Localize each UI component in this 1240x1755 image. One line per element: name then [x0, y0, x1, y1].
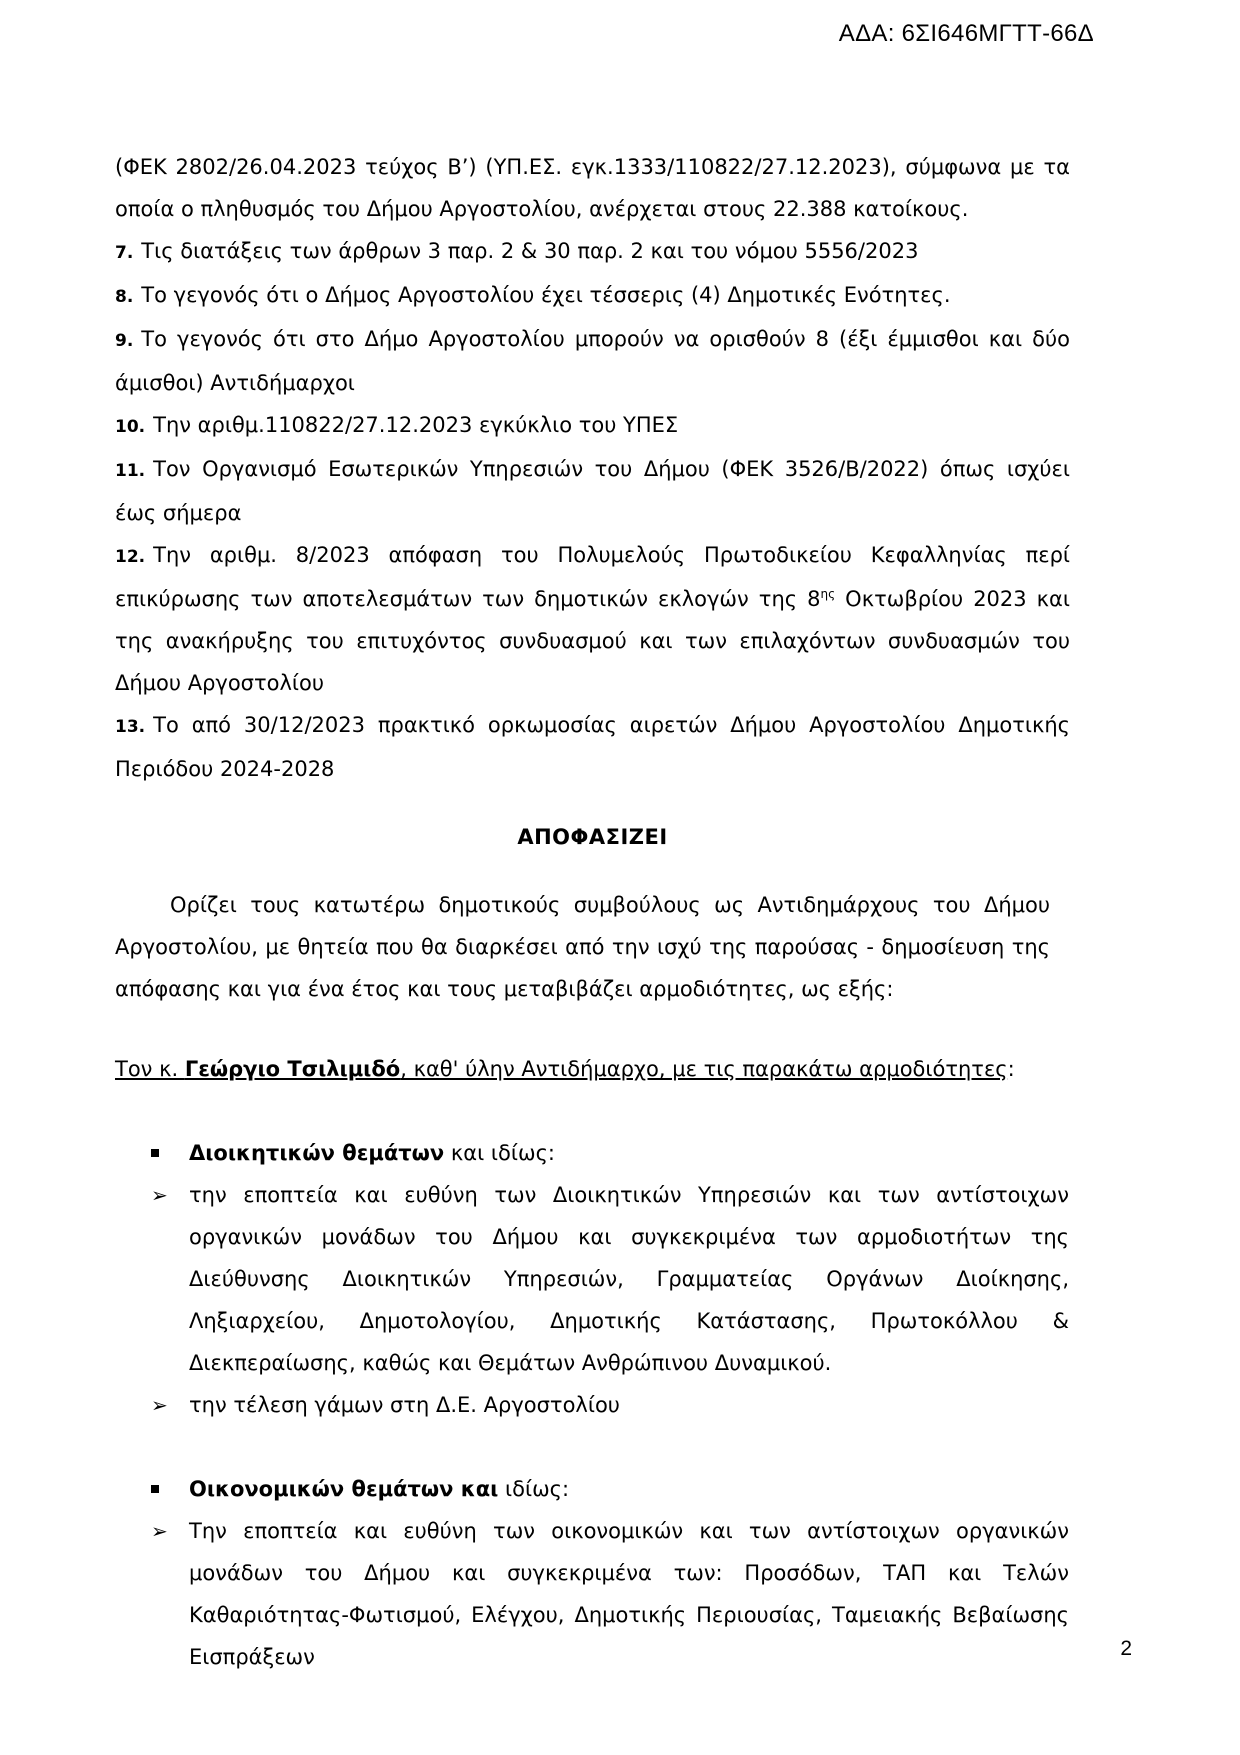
section-title-rest: και ιδίως:: [444, 1141, 555, 1165]
list-item-13: [115, 704, 1070, 790]
list-item-7: [115, 230, 1070, 274]
ada-code: ΑΔΑ: 6ΣΙ646ΜΓΤΤ-66Δ: [838, 20, 1094, 47]
decision-heading: ΑΠΟΦΑΣΙΖΕΙ: [517, 825, 668, 849]
item-text: Την αριθμ.110822/27.12.2023 εγκύκλιο του ΥΠΕΣ: [153, 413, 679, 437]
section-administrative: [115, 1132, 1070, 1174]
financial-duty-1: [115, 1510, 1069, 1678]
paragraph-continuation: (ΦΕΚ 2802/26.04.2023 τεύχος Β’) (ΥΠ.ΕΣ. εγκ.1333/110822/27.12.2023), σύμφωνα με τα οποία ο πληθυσμός του Δήμου Αργοστολίου, ανέρχεται στους 22.388 κατοίκους.: [115, 155, 1070, 221]
item-text: Την αριθμ. 8/2023 απόφαση του Πολυμελούς Πρωτοδικείου Κεφαλληνίας περί επικύρωσης των αποτελεσμάτων των δημοτικών εκλογών της 8: [115, 543, 1070, 611]
admin-duty-1: [115, 1174, 1069, 1384]
duty-text: Την εποπτεία και ευθύνη των οικονομικών και των αντίστοιχων οργανικών μονάδων του Δήμου και συγκεκριμένα των: Προσόδων, ΤΑΠ και Τελών Καθαριότητας-Φωτισμού, Ελέγχου, Δημοτικής Περιουσίας, Ταμειακής Βεβαίωσης Εισπράξεων: [189, 1519, 1069, 1669]
decision-intro: Ορίζει τους κατωτέρω δημοτικούς συμβούλους ως Αντιδημάρχους του Δήμου Αργοστολίου, με θητεία που θα διαρκέσει από την ισχύ της παρούσας - δημοσίευση της απόφασης και για ένα έτος και τους μεταβιβάζει αρμοδιότητες, ως εξής:: [115, 893, 1050, 1001]
deputy-colon: :: [1007, 1057, 1015, 1081]
arrow-bullet-icon: ➢: [151, 1519, 168, 1543]
section-title: Οικονομικών θεμάτων και: [189, 1477, 499, 1501]
item-number: 10.: [115, 417, 146, 437]
duty-text: την εποπτεία και ευθύνη των Διοικητικών Υπηρεσιών και των αντίστοιχων οργανικών μονάδων του Δήμου και συγκεκριμένα των αρμοδιοτήτων της Διεύθυνσης Διοικητικών Υπηρεσιών, Γραμματείας Οργάνων Διοίκησης, Ληξιαρχείου, Δημοτολογίου, Δημοτικής Κατάστασης, Πρωτοκόλλου & Διεκπεραίωσης, καθώς και Θεμάτων Ανθρώπινου Δυναμικού.: [189, 1183, 1069, 1375]
item-number: 8.: [115, 287, 134, 307]
section-title: Διοικητικών θεμάτων: [189, 1141, 445, 1165]
item-number: 7.: [115, 243, 134, 263]
list-item-11: [115, 448, 1070, 534]
deputy-name: Γεώργιο Τσιλιμιδό: [184, 1057, 401, 1081]
page-number: 2: [1120, 1637, 1132, 1660]
deputy-mayor-line: [115, 1048, 1070, 1090]
item-number: 13.: [115, 717, 146, 737]
arrow-bullet-icon: ➢: [151, 1183, 168, 1207]
admin-duty-2: [115, 1384, 1069, 1426]
section-financial: [115, 1468, 1070, 1510]
item-text: Το γεγονός ότι στο Δήμο Αργοστολίου μπορούν να ορισθούν 8 (έξι έμμισθοι και δύο άμισθοι) Αντιδήμαρχοι: [115, 327, 1070, 395]
list-item-10: [115, 404, 1070, 448]
duty-text: την τέλεση γάμων στη Δ.Ε. Αργοστολίου: [189, 1393, 620, 1417]
list-item-8: [115, 274, 1070, 318]
item-number: 9.: [115, 331, 134, 351]
item-number: 12.: [115, 547, 146, 567]
deputy-role: , καθ' ύλην Αντιδήμαρχο, με τις παρακάτω αρμοδιότητες: [400, 1057, 1008, 1081]
item-text: Το από 30/12/2023 πρακτικό ορκωμοσίας αιρετών Δήμου Αργοστολίου Δημοτικής Περιόδου 2024-2028: [115, 713, 1070, 781]
square-bullet-icon: [151, 1149, 159, 1157]
document-body: [115, 146, 1070, 1678]
section-title-rest: ιδίως:: [498, 1477, 570, 1501]
item-text: Το γεγονός ότι ο Δήμος Αργοστολίου έχει τέσσερις (4) Δημοτικές Ενότητες.: [141, 283, 951, 307]
list-item-12: [115, 534, 1070, 704]
arrow-bullet-icon: ➢: [151, 1393, 168, 1417]
item-text: Τις διατάξεις των άρθρων 3 παρ. 2 & 30 παρ. 2 και του νόμου 5556/2023: [141, 239, 919, 263]
item-number: 11.: [115, 461, 146, 481]
ordinal-suffix: ης: [820, 587, 836, 601]
square-bullet-icon: [151, 1485, 159, 1493]
list-item-9: [115, 318, 1070, 404]
item-text-cont: Οκτωβρίου 2023 και της ανακήρυξης του επιτυχόντος συνδυασμού και των επιλαχόντων συνδυασμών του Δήμου Αργοστολίου: [115, 587, 1071, 695]
deputy-prefix: Τον κ.: [115, 1057, 185, 1081]
item-text: Τον Οργανισμό Εσωτερικών Υπηρεσιών του Δήμου (ΦΕΚ 3526/Β/2022) όπως ισχύει έως σήμερα: [115, 457, 1070, 525]
